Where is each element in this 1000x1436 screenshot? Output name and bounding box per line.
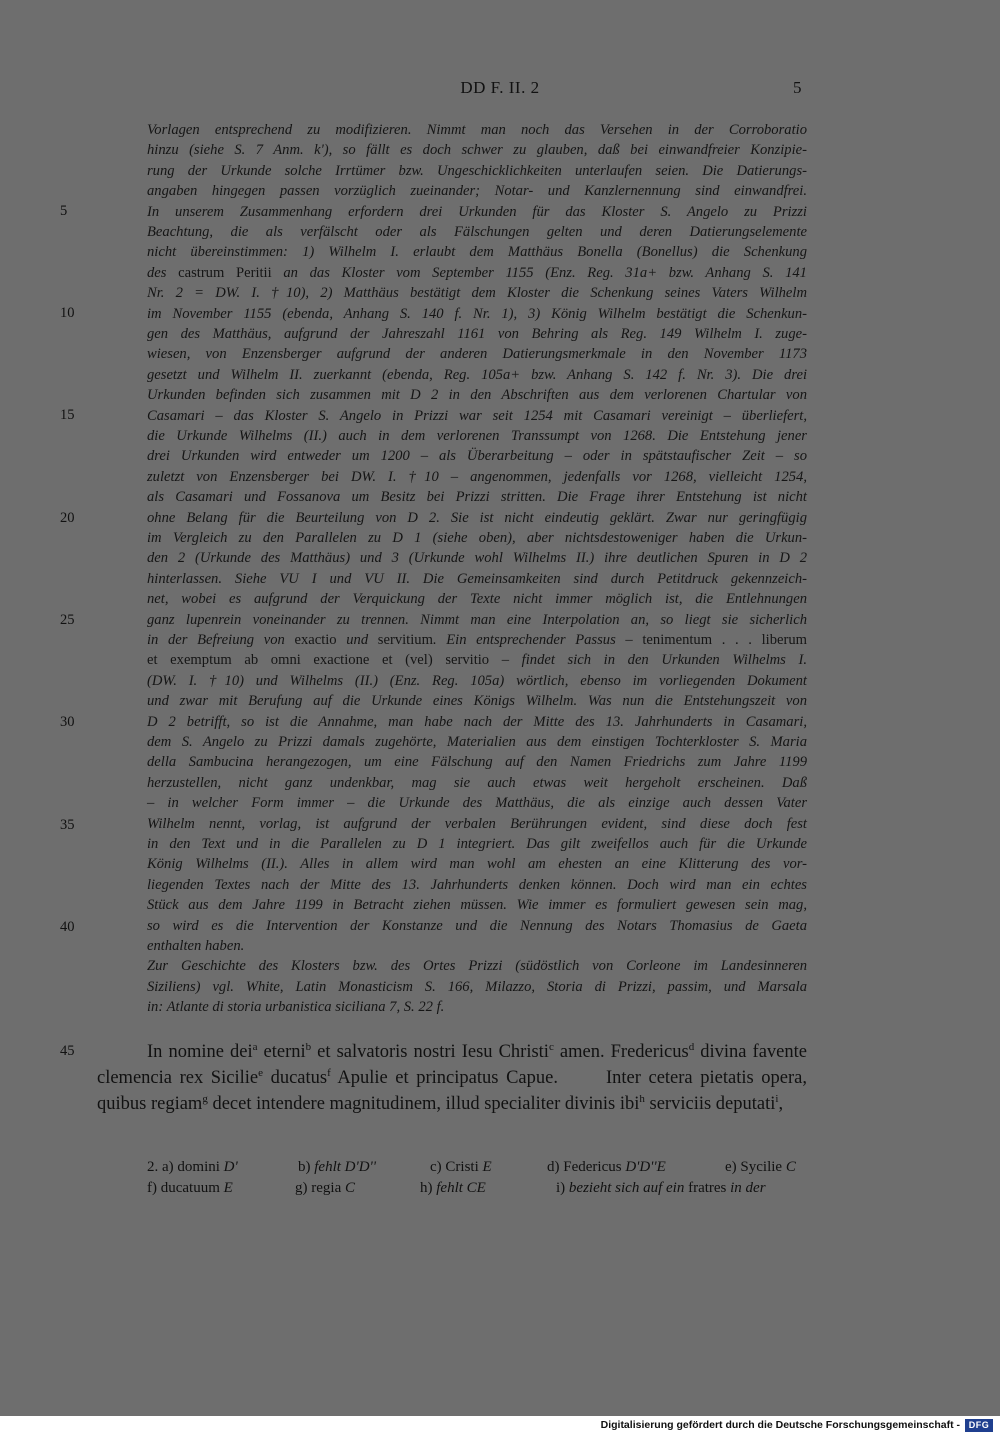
commentary-line: ganz lupenrein voneinander zu trennen. Nimmt man eine Interpolation an, so liegt sie sicherlich (147, 611, 807, 628)
footnote-text: b) (298, 1159, 315, 1175)
commentary-line: Nr. 2 = DW. I. †10), 2) Matthäus bestätigt dem Kloster die Schenkung seines Vaters Wilhelm (147, 285, 807, 302)
commentary-line: als Casamari und Fossanova um Besitz bei Prizzi stritten. Die Frage ihrer Entstehung ist nicht (147, 489, 807, 506)
line-number: 10 (60, 305, 75, 321)
commentary-line: della Sambucina herangezogen, um eine Fälschung auf den Namen Friedrichs zum Jahre 1199 (147, 754, 807, 771)
footnote-text: in der (730, 1180, 766, 1196)
footnote-siglum: c (548, 1041, 554, 1053)
footnote-text: i) (556, 1180, 569, 1196)
commentary-line: drei Urkunden wird entweder um 1200 – als Überarbeitung – oder in spätstaufischer Zeit – so (147, 448, 807, 465)
text-segment: . Ein entsprechender Passus – (432, 632, 643, 648)
text-segment: Apulie et principatus Capue. (330, 1068, 558, 1088)
commentary-line: enthalten haben. (147, 938, 245, 954)
footnote-entry (147, 1180, 233, 1197)
footnote-entry (295, 1180, 355, 1197)
footnote-entry (725, 1159, 796, 1176)
footnote-siglum: g (202, 1093, 208, 1105)
footnote-entry (147, 1159, 238, 1176)
footnote-entry (556, 1180, 766, 1197)
commentary-line: in: Atlante di storia urbanistica siciliana 7, S. 22 f. (147, 999, 445, 1016)
charter-line (97, 1066, 807, 1090)
commentary-line: liegenden Textes nach der Mitte des 13. Jahrhunderts denken können. Doch wird man ein echtes (147, 876, 807, 893)
charter-line (97, 1092, 807, 1116)
text-segment: serviciis deputati (644, 1094, 776, 1114)
commentary-line: hinzu (siehe S. 7 Anm. k'), so fällt es doch schwer zu glauben, daß bei einwandfreier Konzipie- (147, 142, 807, 159)
footnote-siglum: f (327, 1067, 331, 1079)
commentary-line (147, 650, 807, 670)
commentary-line: dem S. Angelo zu Prizzi damals zugehörte, Materialien aus dem einstigen Tochterkloster S. Maria (147, 734, 807, 750)
commentary-line: in den Text und in die Parallelen zu D 1 integriert. Das gilt zweifellos auch für die Urkunde (147, 836, 807, 852)
footer-bar (0, 1416, 1000, 1436)
page-number: 5 (793, 78, 802, 97)
commentary-line: wiesen, von Enzensberger aufgrund der anderen Datierungsmerkmale in den November 1173 (147, 346, 807, 363)
commentary-line: so wird es die Intervention der Konstanze und die Nennung des Notars Thomasius de Gaeta (147, 917, 807, 934)
text-segment: des (147, 264, 179, 281)
text-segment: clemencia rex Sicilie (97, 1068, 259, 1088)
commentary-line: und zwar mit Berufung auf die Urkunde eines Königs Wilhelm. Was nun die Entstehungszeit von (147, 693, 807, 710)
commentary-line: ohne Belang für die Beurteilung von D 2. Sie ist nicht eindeutig geklärt. Zwar nur geringfügig (147, 509, 807, 526)
commentary-line: herzustellen, nicht ganz undenkbar, mag sie auch etwas weit hergeholt erscheinen. Daß (147, 774, 807, 791)
footnote-entry (420, 1180, 486, 1197)
commentary-line: D 2 betrifft, so ist die Annahme, man habe nach der Mitte des 13. Jahrhunderts in Casamari, (147, 713, 807, 730)
commentary-line: In unserem Zusammenhang erfordern drei Urkunden für das Kloster S. Angelo zu Prizzi (147, 203, 807, 220)
commentary-line: (DW. I. †10) und Wilhelms (II.) (Enz. Reg. 105a) wörtlich, ebenso im vorliegenden Dokument (147, 672, 807, 689)
commentary-line: im Vergleich zu den Parallelen zu D 1 (siehe oben), aber nichtsdestoweniger haben die Urkun- (147, 530, 807, 546)
text-segment: ducatus (262, 1068, 328, 1088)
dfg-logo: DFG (965, 1419, 993, 1432)
footnote-siglum: a (252, 1041, 258, 1053)
commentary-line: die Urkunde Wilhelms (II.) auch in dem verlorenen Transsumpt von 1268. Die Entstehung jener (147, 428, 807, 444)
text-segment: et exemptum ab omni exactione et (vel) servitio (147, 652, 490, 669)
footnote-siglum: b (305, 1041, 312, 1053)
text-segment: servitium (377, 632, 433, 648)
text-segment: In nomine dei (147, 1042, 253, 1062)
line-number: 35 (60, 817, 75, 833)
footnote-text: a) domini (158, 1159, 224, 1175)
commentary-line (147, 263, 807, 283)
text-segment: quibus regiam (97, 1094, 203, 1114)
footnote-text: E (223, 1180, 233, 1196)
text-segment: decet intendere magnitudinem, illud specialiter divinis ibi (207, 1094, 640, 1114)
line-number: 30 (60, 714, 75, 730)
line-number: 15 (60, 407, 75, 423)
commentary-line: zuletzt von Enzensberger bei DW. I. †10 – angenommen, jedenfalls vor 1268, vielleicht 1254, (147, 468, 807, 485)
footnote-text: h) (420, 1180, 437, 1196)
commentary-line: – in welcher Form immer – die Urkunde des Matthäus, die als einzige auch dessen Vater (147, 795, 807, 812)
text-segment: – findet sich in den Urkunden Wilhelms I. (489, 652, 808, 669)
text-segment: an das Kloster vom September 1155 (Enz. Reg. 31a+ bzw. Anhang S. 141 (271, 264, 807, 281)
commentary-line: König Wilhelms (II.). Alles in allem wird man wohl am ehesten an eine Klitterung des vor- (147, 856, 807, 873)
footnote-siglum: d (688, 1041, 695, 1053)
footnote-text: f) ducatuum (147, 1180, 224, 1196)
commentary-line: gen des Matthäus, aufgrund der Jahreszahl 1161 von Behring als Reg. 149 Wilhelm I. zuge- (147, 326, 807, 342)
text-segment: tenimentum . . . liberum (642, 632, 807, 648)
footnote-text: e) Sycilie (725, 1159, 786, 1175)
text-segment: in der Befreiung von (147, 632, 295, 648)
text-segment: et salvatoris nostri Iesu Christi (311, 1042, 549, 1062)
commentary-line: Beachtung, die als verfälscht oder als Fälschungen gelten und deren Datierungselemente (147, 224, 807, 240)
text-segment: exactio (294, 632, 337, 648)
footnote-entry (430, 1159, 492, 1176)
charter-line (97, 1040, 807, 1064)
line-number: 20 (60, 510, 75, 526)
line-number: 45 (60, 1043, 75, 1059)
commentary-line: hinterlassen. Siehe VU I und VU II. Die Gemeinsamkeiten sind durch Petitdruck gekennzeich- (147, 570, 807, 587)
commentary-line: Wilhelm nennt, vorlag, ist aufgrund der verbalen Berührungen evident, sind diese doch fest (147, 815, 807, 832)
commentary-line: gesetzt und Wilhelm II. zuerkannt (ebenda, Reg. 105a+ bzw. Anhang S. 142 f. Nr. 3). Die drei (147, 366, 807, 383)
text-segment: castrum Peritii (178, 264, 272, 281)
footnote-siglum: i (775, 1093, 779, 1105)
footnote-text: C (344, 1180, 355, 1196)
commentary-line: den 2 (Urkunde des Matthäus) und 3 (Urkunde wohl Wilhelms II.) ihre deutlichen Spuren in D 2 (147, 550, 807, 567)
line-number: 40 (60, 919, 75, 935)
text-segment: eterni (257, 1042, 306, 1062)
line-number: 5 (60, 203, 68, 219)
text-segment: Inter cetera pietatis opera, (605, 1068, 807, 1088)
footnote-entry (298, 1159, 376, 1176)
footnote-entry (547, 1159, 666, 1176)
footer-credit: Digitalisierung gefördert durch die Deutsche Forschungsgemeinschaft - (600, 1419, 960, 1431)
footnote-text: C (785, 1159, 796, 1175)
commentary-line: Stück aus dem Jahre 1199 in Betracht ziehen müssen. Wie immer es formuliert gewesen sein mag, (147, 897, 807, 914)
commentary-line: nicht übereinstimmen: 1) Wilhelm I. erlaubt dem Matthäus Bonella (Bonellus) die Schenkung (147, 244, 807, 261)
running-head: DD F. II. 2 (460, 78, 540, 97)
footnote-siglum: e (258, 1067, 263, 1079)
text-segment: , (778, 1094, 784, 1114)
footnote-text: bezieht sich auf ein (568, 1180, 685, 1196)
commentary-line: Urkunden befinden sich zusammen mit D 2 in den Abschriften aus dem verlorenen Chartular von (147, 387, 807, 404)
footnote-text: fratres (684, 1180, 731, 1196)
text-segment: und (336, 632, 378, 648)
text-segment: amen. Fredericus (553, 1042, 689, 1062)
footnote-text: fehlt D'D'' (314, 1159, 376, 1175)
commentary-line: Zur Geschichte des Klosters bzw. des Ortes Prizzi (südöstlich von Corleone im Landesinneren (147, 958, 807, 975)
footnote-number: 2. (147, 1159, 159, 1175)
commentary-line (147, 630, 807, 650)
commentary-line: Vorlagen entsprechend zu modifizieren. Nimmt man noch das Versehen in der Corroboratio (147, 122, 807, 138)
text-segment: divina favente (694, 1042, 807, 1062)
footnote-text: g) regia (295, 1180, 345, 1196)
commentary-line: angaben hingegen passen vorzüglich zueinander; Notar- und Kanzlernennung sind einwandfrei. (147, 183, 807, 200)
commentary-line: im November 1155 (ebenda, Anhang S. 140 f. Nr. 1), 3) König Wilhelm bestätigt die Schenkun- (147, 305, 807, 322)
footnote-text: c) Cristi (430, 1159, 483, 1175)
commentary-line: Siziliens) vgl. White, Latin Monasticism S. 166, Milazzo, Storia di Prizzi, passim, und Marsala (147, 978, 807, 995)
commentary-line: rung der Urkunde solche Irrtümer bzw. Ungeschicklichkeiten unterlaufen seien. Die Datierungs- (147, 162, 807, 179)
footnote-text: d) Federicus (547, 1159, 626, 1175)
footnote-text: E (482, 1159, 492, 1175)
line-number: 25 (60, 612, 75, 628)
commentary-line: Casamari – das Kloster S. Angelo in Prizzi war seit 1254 mit Casamari vereinigt – überliefert, (147, 407, 807, 424)
footnote-text: D'D''E (625, 1159, 666, 1175)
footnote-text: fehlt CE (436, 1180, 486, 1196)
footnote-text: D' (223, 1159, 238, 1175)
commentary-line: net, wobei es aufgrund der Verquickung der Texte nicht immer möglich ist, die Entlehnungen (147, 591, 807, 608)
footnote-siglum: h (639, 1093, 645, 1105)
